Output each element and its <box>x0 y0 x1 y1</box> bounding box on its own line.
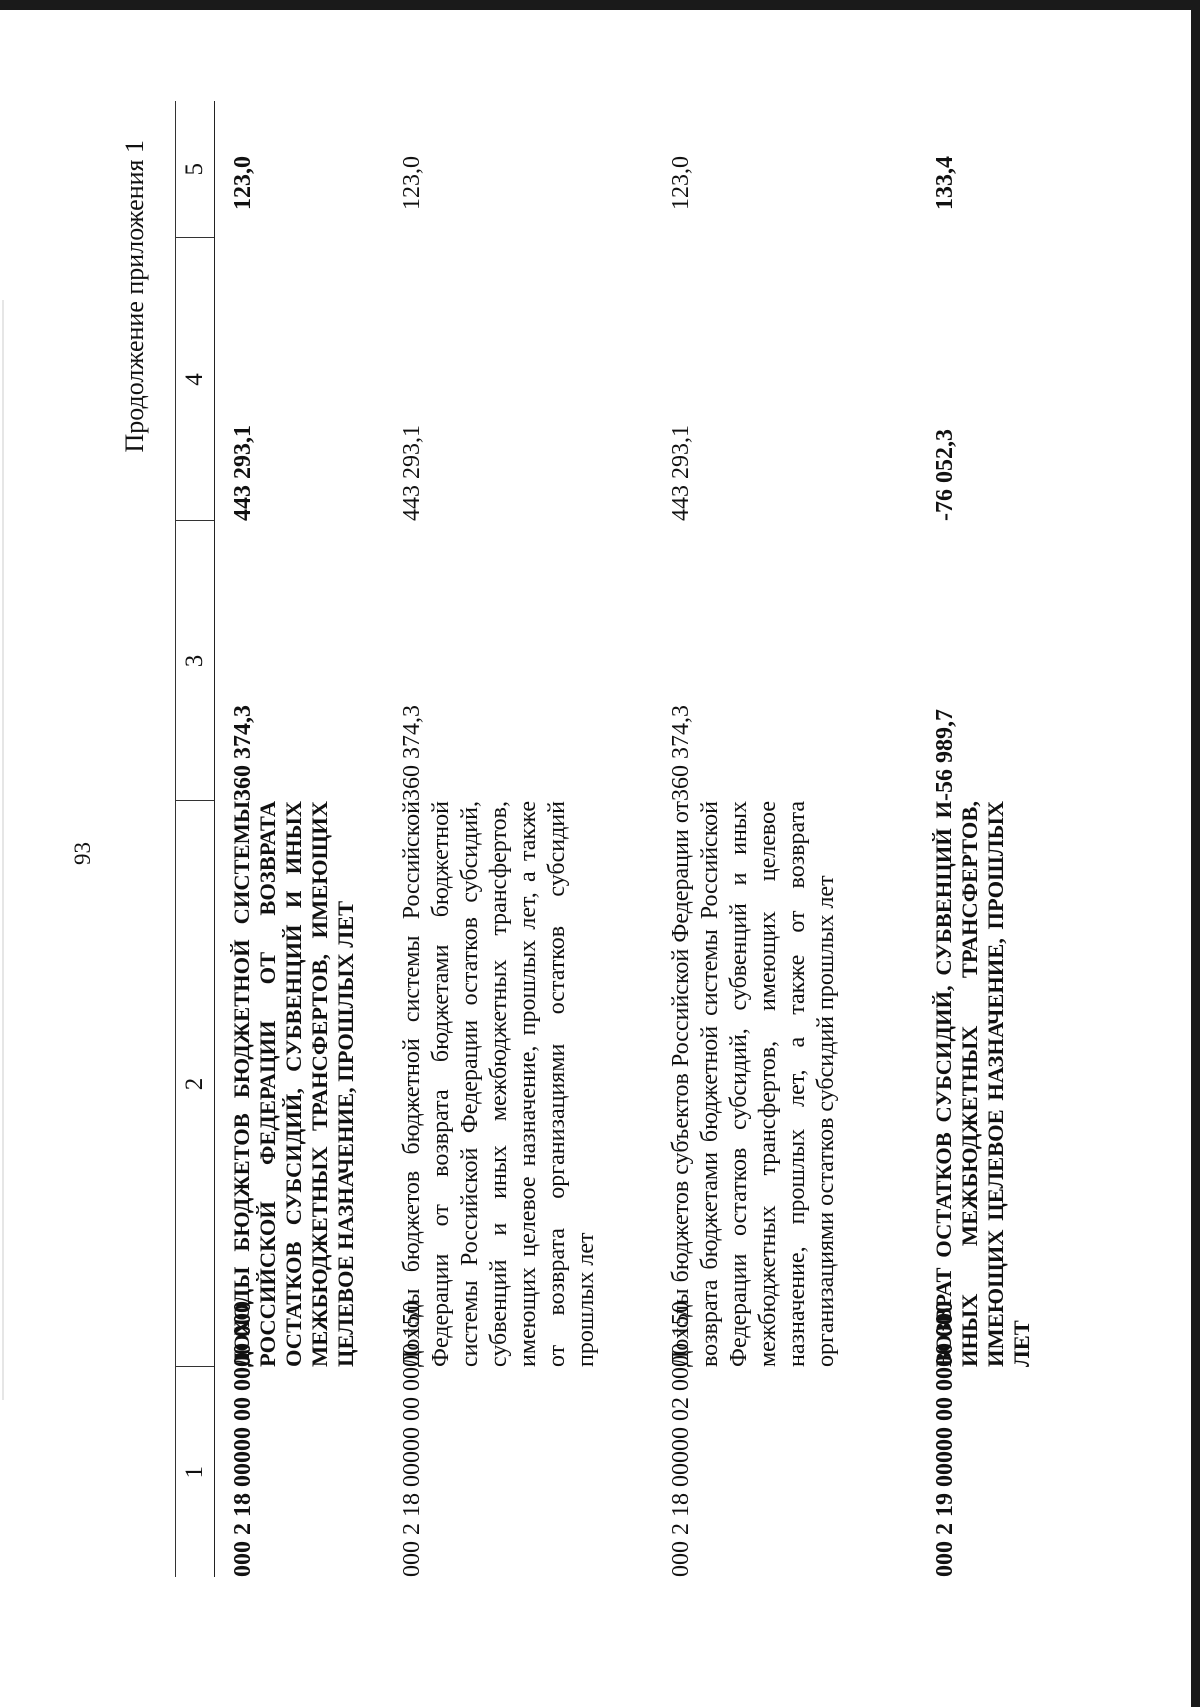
income-name: ДОХОДЫ БЮДЖЕТОВ БЮДЖЕТНОЙ СИСТЕМЫ РОССИЙСКОЙ ФЕДЕРАЦИИ ОТ ВОЗВРАТА ОСТАТКОВ СУБСИДИЙ, СУБВЕНЦИЙ И ИНЫХ МЕЖБЮДЖЕТНЫХ ТРАНСФЕРТОВ, ИМЕЮЩИХ ЦЕЛЕВОЕ НАЗНАЧЕНИЕ, ПРОШЛЫХ ЛЕТ <box>229 801 358 1367</box>
value-column-5: 123,0 <box>230 156 256 210</box>
budget-code: 000 2 18 00000 00 0000 000 <box>230 1301 256 1577</box>
budget-code: 000 2 19 00000 00 0000 000 <box>932 1301 958 1577</box>
table-row <box>917 101 1071 1577</box>
column-header: 2 <box>176 801 215 1367</box>
income-name: Доходы бюджетов субъектов Российской Федерации от возврата бюджетами бюджетной системы Российской Федерации остатков субсидий, субвенций и иных межбюджетных трансфертов, имеющих целевое назначение, прошлых лет, а также от возврата организациями остатков субсидий прошлых лет <box>668 801 839 1367</box>
income-name: Доходы бюджетов бюджетной системы Российской Федерации от возврата бюджетами бюджетной системы Российской Федерации остатков субсидий, субвенций и иных межбюджетных трансфертов, имеющих целевое назначение, прошлых лет, а также от возврата организациями остатков субсидий прошлых лет <box>399 801 599 1367</box>
value-column-4: 443 293,1 <box>399 425 425 521</box>
value-column-5: 123,0 <box>668 156 694 210</box>
value-column-4: 443 293,1 <box>230 425 256 521</box>
budget-code: 000 2 18 00000 00 0000 150 <box>399 1301 425 1577</box>
value-column-3: -56 989,7 <box>932 709 958 801</box>
value-column-4: -76 052,3 <box>932 429 958 521</box>
column-number-row <box>176 101 215 1577</box>
column-header: 4 <box>176 238 215 521</box>
table-row <box>653 101 917 1577</box>
value-column-3: 360 374,3 <box>230 705 256 801</box>
budget-table <box>175 101 1071 1577</box>
value-column-5: 123,0 <box>399 156 425 210</box>
value-column-5: 133,4 <box>932 156 958 210</box>
income-name: ВОЗВРАТ ОСТАТКОВ СУБСИДИЙ, СУБВЕНЦИЙ И ИНЫХ МЕЖБЮДЖЕТНЫХ ТРАНСФЕРТОВ, ИМЕЮЩИХ ЦЕЛЕВОЕ НАЗНАЧЕНИЕ, ПРОШЛЫХ ЛЕТ <box>931 801 1034 1367</box>
value-column-4: 443 293,1 <box>668 425 694 521</box>
page-number: 93 <box>70 842 95 865</box>
column-header: 3 <box>176 521 215 801</box>
continuation-label: Продолжение приложения 1 <box>120 140 149 453</box>
table-row <box>384 101 653 1577</box>
table-row <box>215 101 385 1577</box>
column-header: 5 <box>176 101 215 238</box>
value-column-3: 360 374,3 <box>399 705 425 801</box>
budget-code: 000 2 18 00000 02 0000 150 <box>668 1301 694 1577</box>
value-column-3: 360 374,3 <box>668 705 694 801</box>
column-header: 1 <box>176 1367 215 1577</box>
